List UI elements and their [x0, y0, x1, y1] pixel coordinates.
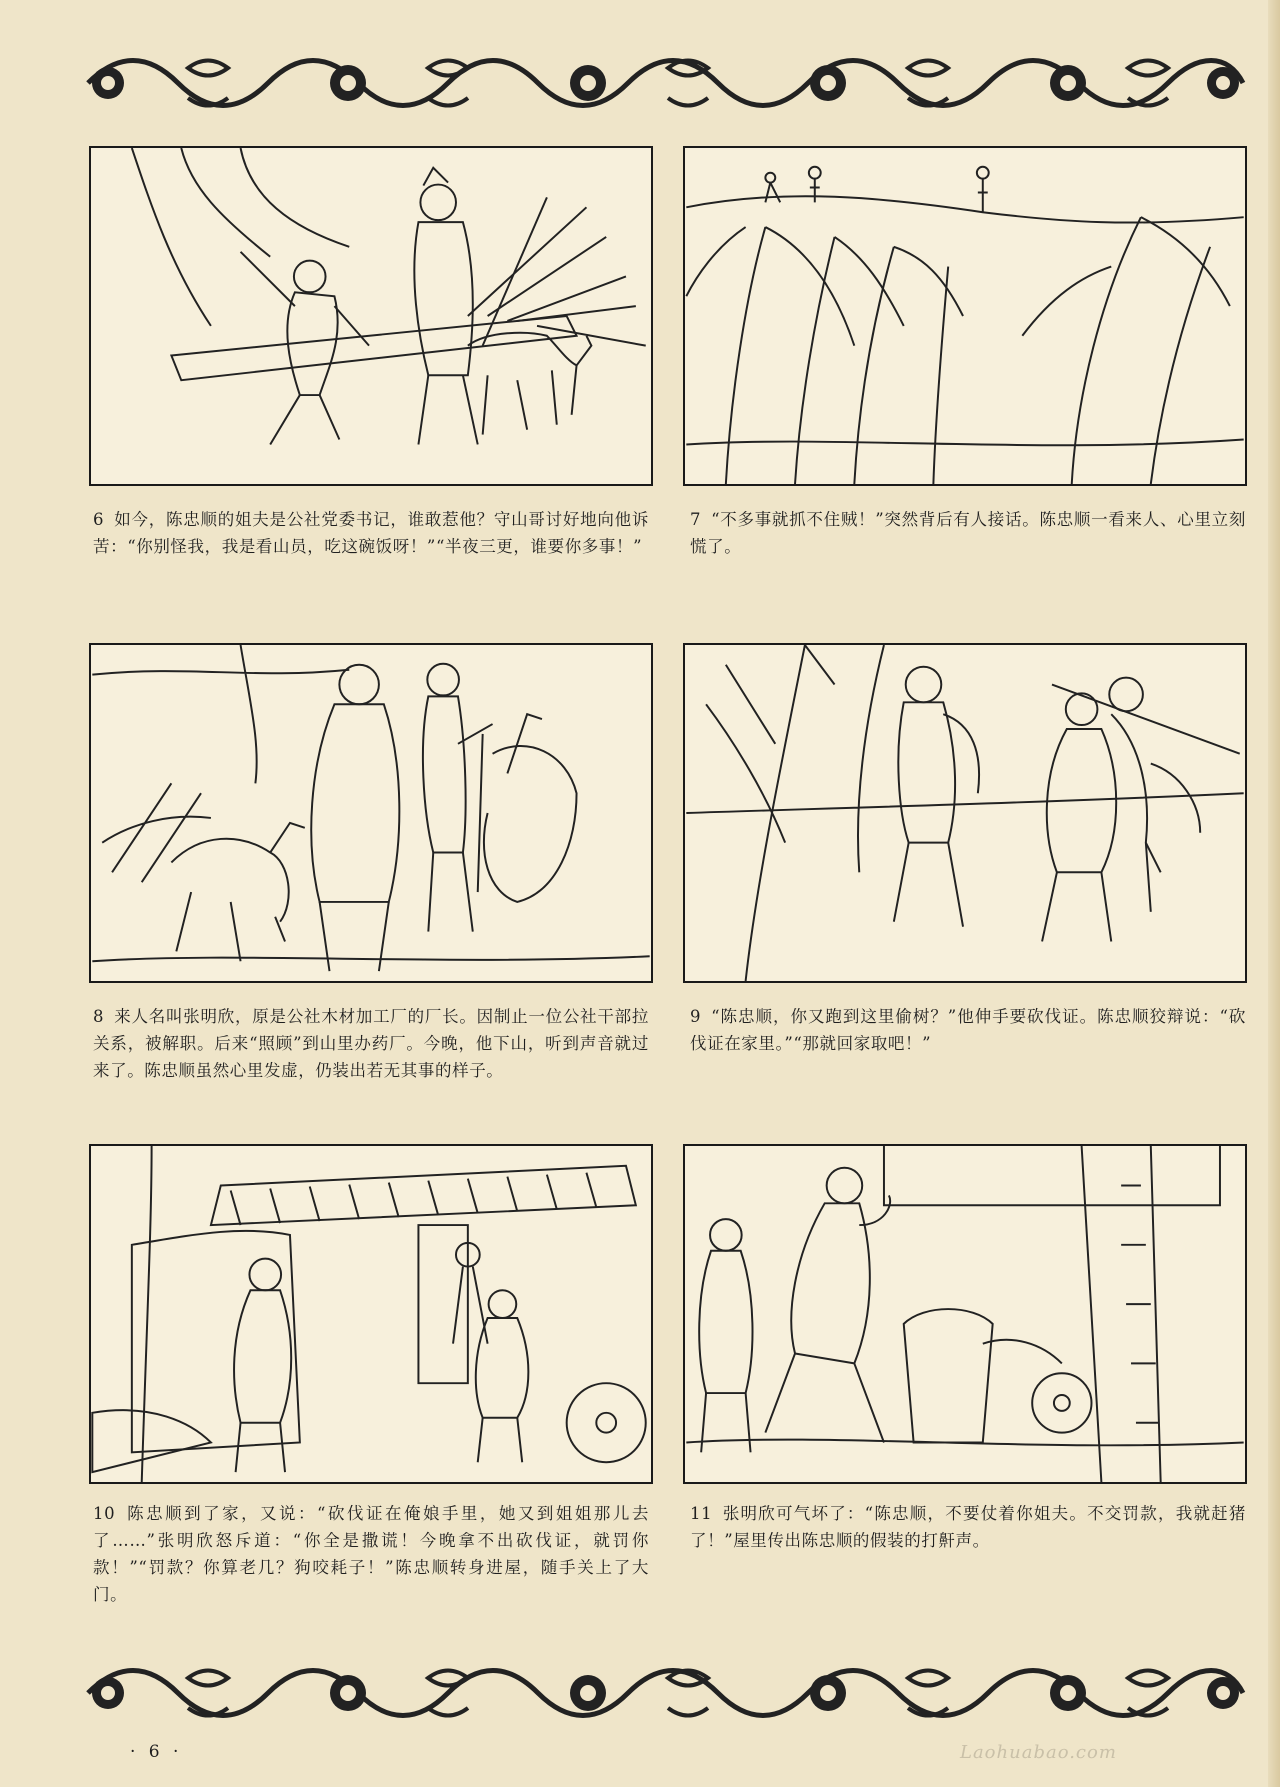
caption-panel-7 — [690, 506, 1246, 560]
comic-panel-9 — [683, 643, 1247, 983]
panel-number: 9 — [690, 1007, 702, 1026]
panel-caption-text: “不多事就抓不住贼！”突然背后有人接话。陈忠顺一看来人、心里立刻慌了。 — [690, 510, 1246, 556]
caption-panel-11 — [690, 1500, 1246, 1554]
caption-panel-6 — [93, 506, 649, 560]
panel-6-illustration — [91, 148, 651, 484]
caption-panel-9 — [690, 1003, 1246, 1057]
panel-caption-text: 张明欣可气坏了：“陈忠顺，不要仗着你姐夫。不交罚款，我就赶猪了！”屋里传出陈忠顺的假装的打鼾声。 — [690, 1504, 1246, 1550]
panel-caption-text: 来人名叫张明欣，原是公社木材加工厂的厂长。因制止一位公社干部拉关系，被解职。后来“照顾”到山里办药厂。今晚，他下山，听到声音就过来了。陈忠顺虽然心里发虚，仍装出若无其事的样子。 — [93, 1007, 649, 1080]
panel-10-illustration — [91, 1146, 651, 1482]
panel-number: 7 — [690, 510, 702, 529]
comic-panel-11 — [683, 1144, 1247, 1484]
decorative-border-top — [78, 48, 1248, 118]
panel-8-illustration — [91, 645, 651, 981]
decorative-border-bottom — [78, 1658, 1248, 1728]
page-number: · 6 · — [130, 1742, 183, 1762]
comic-panel-10 — [89, 1144, 653, 1484]
panel-7-illustration — [685, 148, 1245, 484]
panel-number: 11 — [690, 1504, 713, 1523]
panel-number: 6 — [93, 510, 105, 529]
panel-number: 10 — [93, 1504, 116, 1523]
page-binding-edge — [1268, 0, 1280, 1787]
panel-11-illustration — [685, 1146, 1245, 1482]
caption-panel-10 — [93, 1500, 649, 1608]
caption-panel-8 — [93, 1003, 649, 1084]
comic-panel-6 — [89, 146, 653, 486]
panel-caption-text: “陈忠顺，你又跑到这里偷树？”他伸手要砍伐证。陈忠顺狡辩说：“砍伐证在家里。”“那就回家取吧！” — [690, 1007, 1246, 1053]
panel-number: 8 — [93, 1007, 105, 1026]
comic-panel-7 — [683, 146, 1247, 486]
panel-9-illustration — [685, 645, 1245, 981]
comic-panel-8 — [89, 643, 653, 983]
panel-caption-text: 陈忠顺到了家，又说：“砍伐证在俺娘手里，她又到姐姐那儿去了……”张明欣怒斥道：“你全是撒谎！今晚拿不出砍伐证，就罚你款！”“罚款？你算老几？狗咬耗子！”陈忠顺转身进屋，随手关上了大门。 — [93, 1504, 649, 1604]
panel-caption-text: 如今，陈忠顺的姐夫是公社党委书记，谁敢惹他？守山哥讨好地向他诉苦：“你别怪我，我是看山员，吃这碗饭呀！”“半夜三更，谁要你多事！” — [93, 510, 649, 556]
watermark-text: Laohuabao.com — [960, 1742, 1117, 1763]
